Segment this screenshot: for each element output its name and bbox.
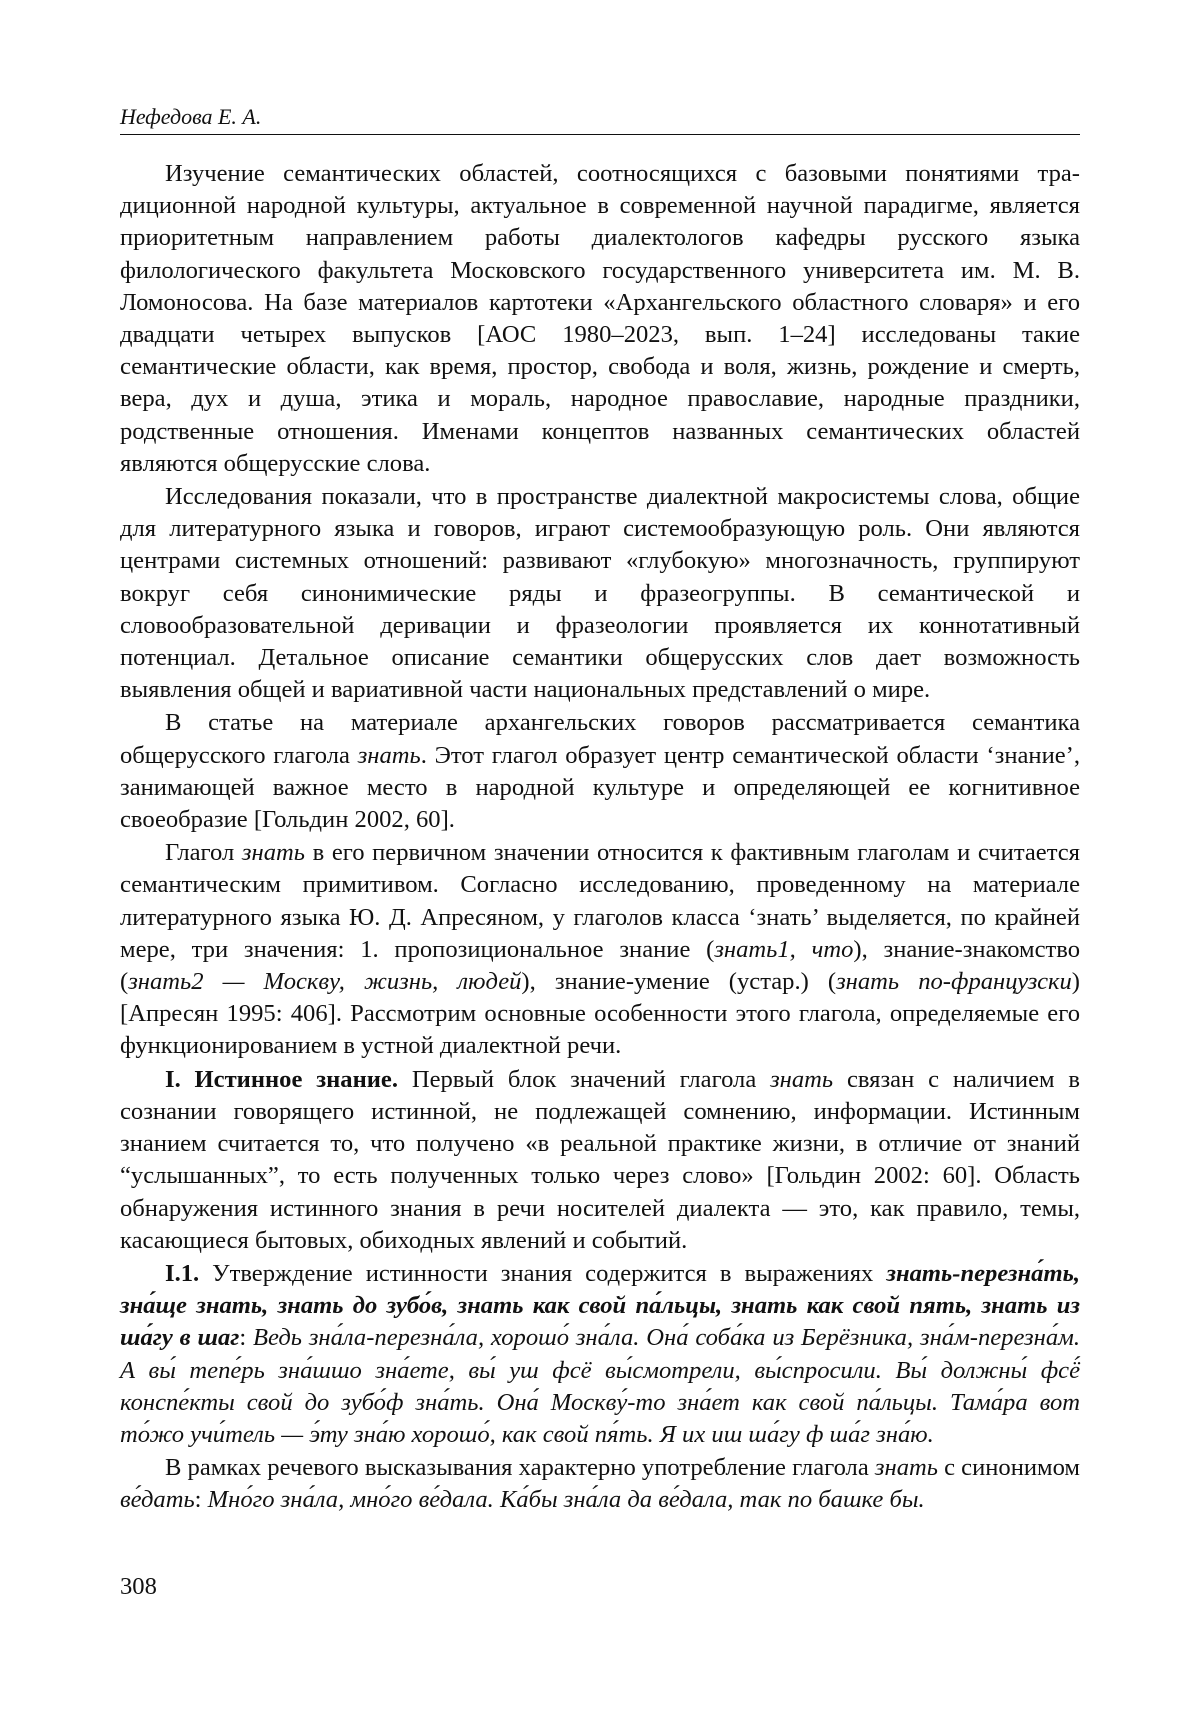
italic-term: ве́дать (120, 1486, 195, 1514)
running-header (120, 103, 1080, 135)
text-run: ), знание-знакомство ( (120, 935, 1080, 996)
text-run: связан с наличием в сознании говорящего истинной, не подлежащей сомнению, информации. Истинным знанием считается то, что получено «в реальной практике жизни, в отличие от знаний “услышанных”, то есть полученных только через слово» [Гольдин 2002: 60]. Область обнаружения истинного знания в речи носителей диалекта — это, как правило, темы, касающиеся бытовых, обиходных явлений и событий. (120, 1065, 1080, 1254)
text-run: : (239, 1324, 254, 1352)
text-run: В статье на материале архангельских говоров рассматривается семантика общерусского глагола (120, 709, 1080, 769)
text-run: Первый блок значений глагола (397, 1065, 771, 1093)
text-run: Глагол (165, 839, 242, 867)
text-run: Утверждение истинности знания содержится в выражениях (199, 1259, 887, 1287)
body-paragraph (120, 481, 1080, 706)
bold-heading: I.1. (165, 1259, 200, 1287)
running-head-author: Нефедова Е. А. (120, 104, 262, 129)
page-number: 308 (120, 1573, 157, 1600)
text-run: ), знание-умение (устар.) ( (521, 968, 837, 996)
article-body (120, 158, 1080, 1518)
body-paragraph (120, 707, 1080, 836)
text-run: : (194, 1486, 208, 1514)
italic-term: знать (241, 839, 305, 867)
italic-term: знать (874, 1454, 938, 1482)
italic-term: знать (357, 741, 421, 769)
body-paragraph (120, 1064, 1080, 1257)
bold-italic-expressions: знать-перезна́ть, зна́ще знать, знать до зубо́в, знать как свой па́льцы, знать как свой пять, знать из ша́гу в шаг (120, 1259, 1080, 1352)
text-run: ) [Апресян 1995: 406]. Рассмотрим основные особенности этого глагола, определяемые его функционированием в устной диалектной речи. (120, 968, 1080, 1060)
italic-term: Ведь зна́ла-перезна́ла, хорошо́ зна́ла. Она́ соба́ка из Берёзника, зна́м-перезна́м. А вы́ тепе́рь зна́шшо зна́ете, вы́ уш фсё вы́смотрели, вы́спросили. Вы́ должны́ фсё́ конспе́кты свой до зубо́ф зна́ть. Она́ Москву́-то зна́ет как свой па́льцы. Тама́ра вот то́жо учи́тель — э́ту зна́ю хорошо́, как свой пя́ть. Я их иш ша́гу ф ша́г зна́ю. (120, 1324, 1080, 1448)
italic-term: Мно́го зна́ла, мно́го ве́дала. Ка́бы зна́ла да ве́дала, так по башке бы. (207, 1486, 925, 1514)
text-run: с синонимом (937, 1454, 1080, 1482)
text-run: в его первичном значении относится к фактивным глаголам и считается семантическим примитивом. Согласно исследованию, проведенному на материале литературного языка Ю. Д. Апресяном, у глаголов класса ‘знать’ выделяется, по крайней мере, три значения: 1. пропозициональное знание ( (120, 839, 1080, 963)
italic-term: знать по-французски (836, 968, 1072, 996)
body-paragraph (120, 1452, 1080, 1516)
italic-term: знать2 — Москву, жизнь, людей (128, 968, 522, 996)
text-run: . Этот глагол образует центр семантической области ‘знание’, занимающей важное место в народной культуре и определяющей ее когнитивное своеобразие [Гольдин 2002, 60]. (120, 741, 1080, 834)
italic-term: знать (770, 1065, 834, 1093)
italic-term: знать1, что (714, 935, 854, 963)
body-paragraph (120, 158, 1080, 480)
bold-heading: I. Истинное знание. (165, 1065, 398, 1093)
text-run: Изучение семантических областей, соотносящихся с базовыми понятиями традиционной народной культуры, актуальное в современной научной парадигме, является приоритетным направлением работы диалектологов кафедры русского языка филологического факультета Московского государственного университета им. М. В. Ломоносова. На базе материалов картотеки «Архангельского областного словаря» и его двадцати четырех выпусков [АОС 1980–2023, вып. 1–24] исследованы такие семантические области, как время, простор, свобода и воля, жизнь, рождение и смерть, вера, дух и душа, этика и мораль, народное православие, народные праздники, родственные отношения. Именами концептов названных семантических областей являются общерусские слова. (120, 160, 1080, 477)
body-paragraph (120, 837, 1080, 1062)
text-run: В рамках речевого высказывания характерно употребление глагола (165, 1454, 875, 1482)
body-paragraph (120, 1258, 1080, 1451)
text-run: Исследования показали, что в пространстве диалектной макросистемы слова, общие для литературного языка и говоров, играют системообразующую роль. Они являются центрами системных отношений: развивают «глубокую» многозначность, группируют вокруг себя синонимические ряды и фразеогруппы. В семантической и словообразовательной деривации и фразеологии проявляется их коннотативный потенциал. Детальное описание семантики общерусских слов дает возможность выявления общей и вариативной части национальных представлений о мире. (120, 483, 1080, 704)
